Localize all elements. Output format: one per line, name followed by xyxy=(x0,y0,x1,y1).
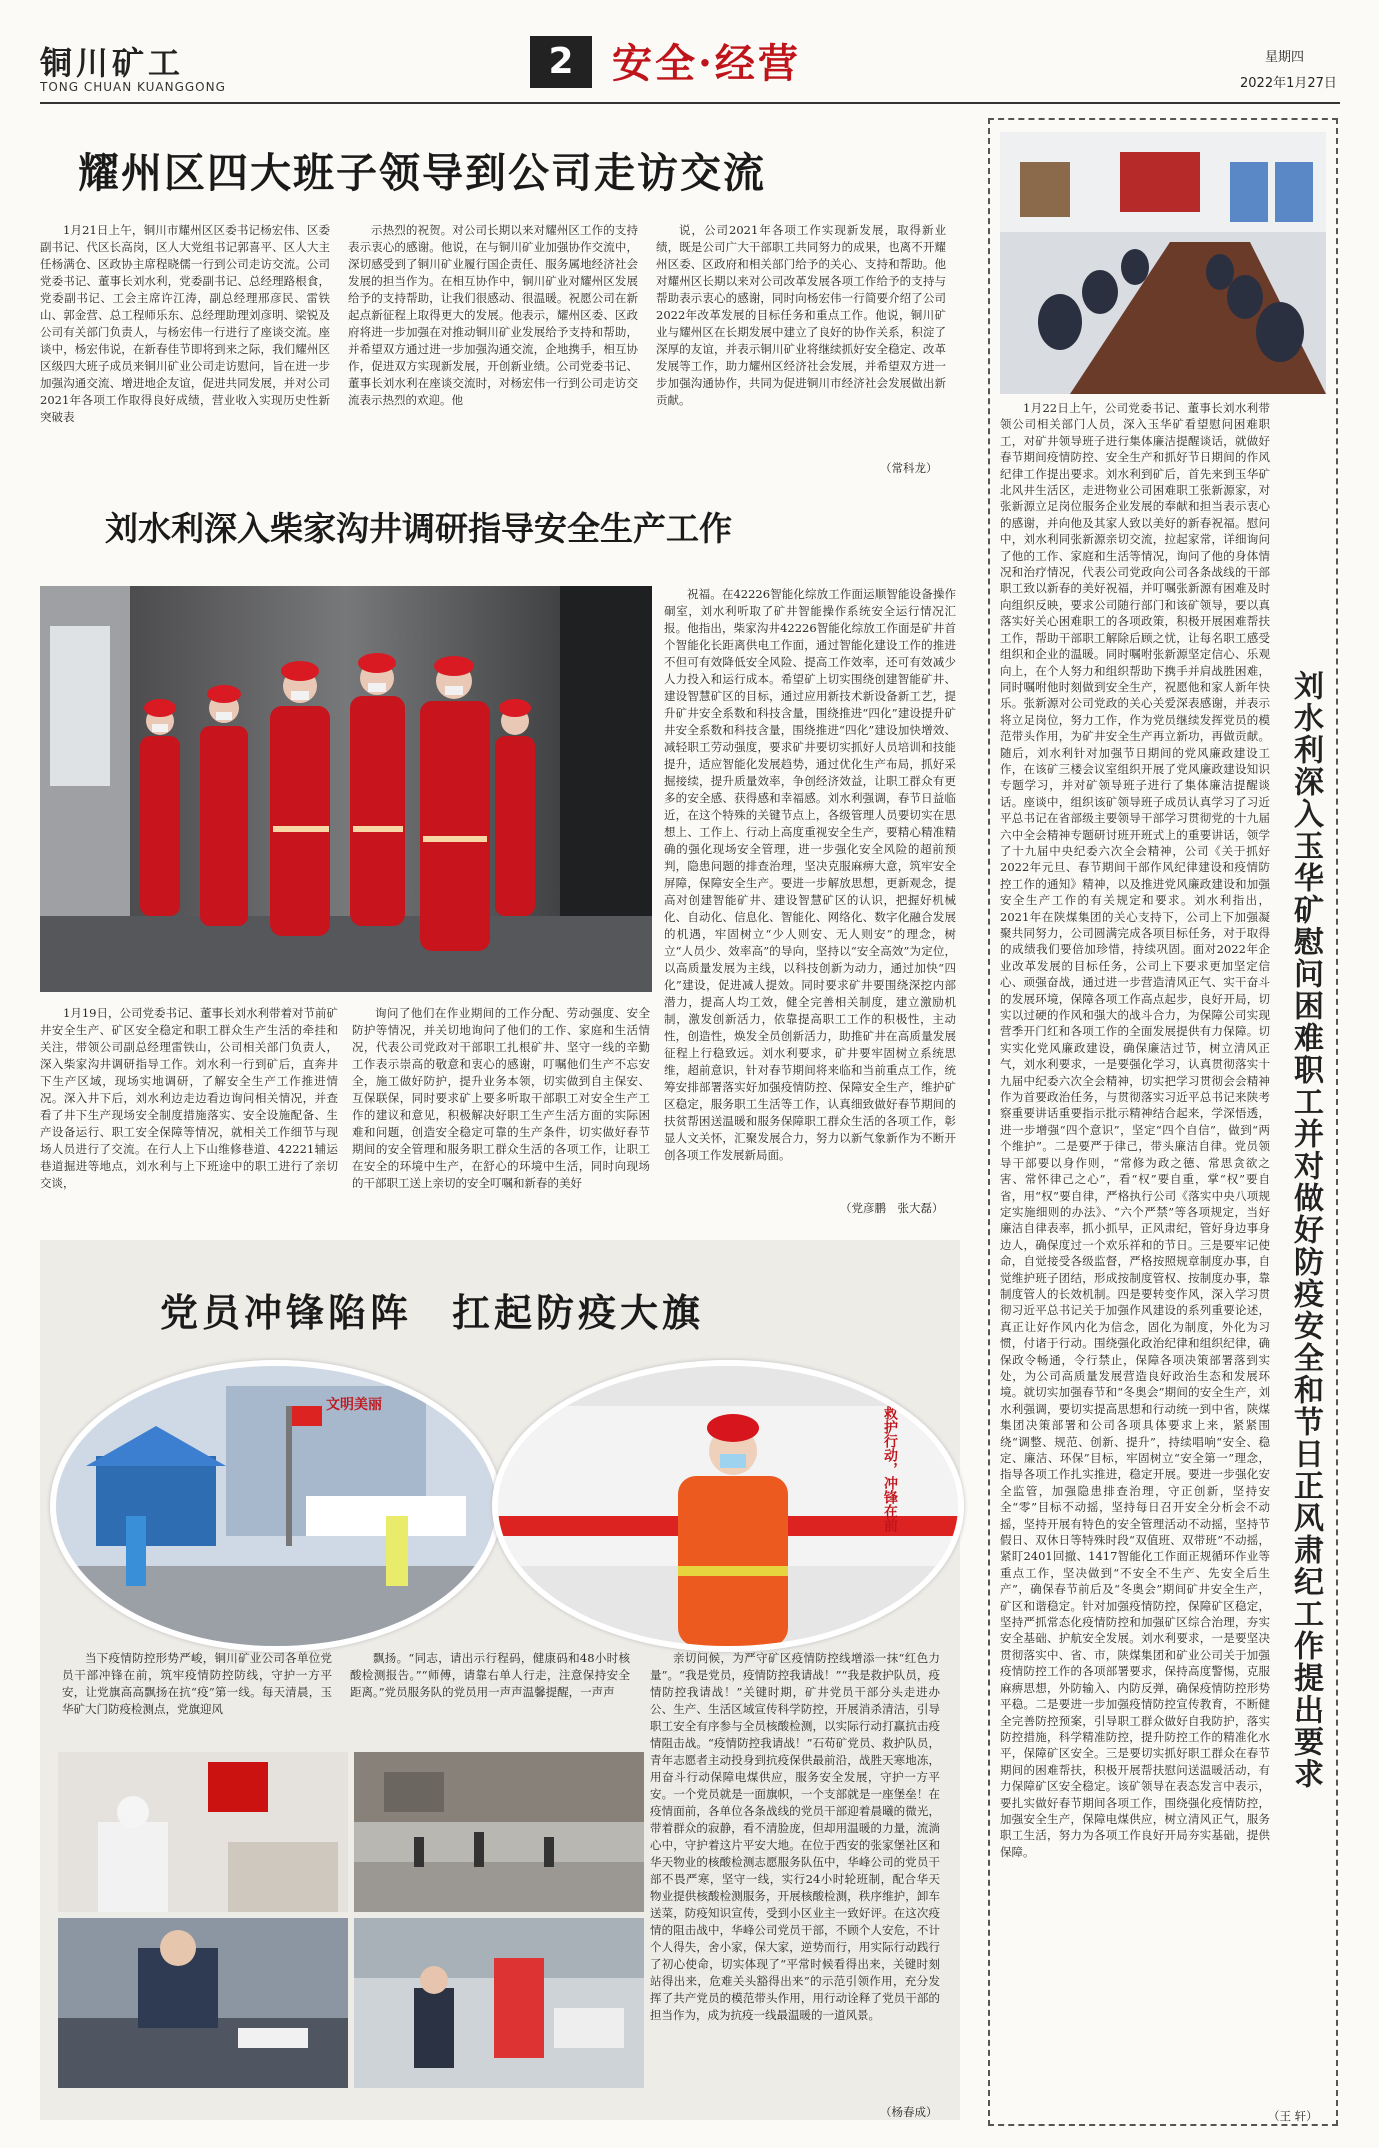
article3-photo-meeting xyxy=(1000,132,1326,394)
article2-left-col2 xyxy=(352,1005,650,1225)
article4-col2-text: 飘扬。“同志，请出示行程码，健康码和48小时核酸检测报告。”“师傅，请靠右单人行走，注意保持安全距离。”党员服务队的党员用一声声温馨提醒，一声声 xyxy=(350,1651,630,1699)
article3-vertical-title: 刘水利深入玉华矿慰问困难职工并对做好防疫安全和节日正风肃纪工作提出要求 xyxy=(1288,670,1323,1790)
article4-photo-checkpoint xyxy=(50,1360,502,1652)
outdoor-checkpoint-photo xyxy=(354,1918,644,2088)
article3-body xyxy=(1000,400,1270,2100)
office-testing-photo xyxy=(58,1752,348,1912)
photo-sign-rescue: 救护行动，冲锋在前 xyxy=(882,1406,898,1532)
section-title: 安全·经营 xyxy=(612,40,801,87)
grid-photo-3 xyxy=(58,1918,348,2088)
article4-title-a: 党员冲锋陷阵 xyxy=(160,1290,413,1335)
article2-byline: （党彦鹏 张大磊） xyxy=(840,1201,944,1215)
newspaper-logo-pinyin: TONG CHUAN KUANGGONG xyxy=(40,80,226,94)
grid-photo-1 xyxy=(58,1752,348,1912)
desk-registration-photo xyxy=(58,1918,348,2088)
article2-photo-underground-inspection xyxy=(40,586,652,992)
article1-title: 耀州区四大班子领导到公司走访交流 xyxy=(78,149,766,197)
article1-col3 xyxy=(656,222,946,452)
masthead-rule xyxy=(40,102,1340,104)
article2-left-col1 xyxy=(40,1005,338,1225)
article4-col3 xyxy=(650,1650,940,2100)
article4-col1 xyxy=(62,1650,332,1745)
newspaper-logo: 铜川矿工 xyxy=(40,44,185,82)
article2-left-col2-text: 询问了他们在作业期间的工作分配、劳动强度、安全防护等情况，并关切地询问了他们的工作、家庭和生活情况，代表公司党政对干部职工扎根矿井、坚守一线的辛勤工作表示崇高的敬意和衷心的感谢，叮嘱他们生产不忘安全，施工做好防护，提升业务本领，切实做到自主保安、互保联保，同时要求矿上要多听取干部职工对安全生产工作的建议和意见，积极解决好职工生产生活方面的实际困难和问题，创造安全稳定可靠的生产条件，切实做好春节期间的安全管理和服务职工群众生活的各项工作，让职工在安全的环境中生产，在舒心的环境中生活，同时向现场的干部职工送上亲切的安全叮嘱和新春的美好 xyxy=(352,1006,650,1190)
article2-right-col xyxy=(664,586,956,1194)
article1-col3-text: 说，公司2021年各项工作实现新发展，取得新业绩，既是公司广大干部职工共同努力的成果，也离不开耀州区委、区政府和相关部门给予的关心、支持和帮助。他对耀州区长期以来对公司改革发展各项工作给予的支持与帮助表示衷心的感谢，同时向杨宏伟一行简要介绍了公司2022年改革发展的目标任务和重点工作。他说，铜川矿业与耀州区在长期发展中建立了良好的协作关系，积淀了深厚的友谊，并表示铜川矿业将继续抓好安全稳定、改革发展等工作，助力耀州区经济社会发展，并希望双方进一步加强沟通协作，共同为促进铜川市经济社会发展做出新贡献。 xyxy=(656,223,946,407)
article1-col1 xyxy=(40,222,330,484)
meeting-room-photo xyxy=(1000,132,1326,394)
article4-col3-text: 亲切问候，为严守矿区疫情防控线增添一抹“红色力量”。“我是党员，疫情防控我请战！”“我是救护队员，疫情防控我请战！”关键时期，矿井党员干部分头走进办公、生产、生活区域宣传科学防控，开展消杀清洁，引导职工安全有序参与全员核酸检测，以实际行动打赢抗击疫情阻击战。“疫情防控我请战！”石苟矿党员、救护队员，青年志愿者主动投身到抗疫保供最前沿，战胜天寒地冻，用奋斗行动保障电煤供应，服务安全发展，守护一方平安。一个党员就是一面旗帜，一个支部就是一座堡垒！在疫情面前，各单位各条战线的党员干部迎着晨曦的微光，带着群众的寂静，看不清脸庞，但却用温暖的力量，流淌心中，守护着这片平安大地。在位于西安的张家堡社区和华天物业的核酸检测志愿服务队伍中，华峰公司的党员干部不畏严寒，坚守一线，实行24小时轮班制，配合华天物业提供核酸检测服务，开展核酸检测，秩序维护，卸车送菜，防疫知识宣传，受到小区业主一致好评。在这次疫情的阻击战中，华峰公司党员干部，不顾个人安危，不计个人得失，舍小家，保大家，逆势而行，用实际行动践行了初心使命，切实体现了“平常时候看得出来，关键时刻站得出来，危难关头豁得出来”的示范引领作用，充分发挥了共产党员的模范带头作用，用行动诠释了党员干部的担当作为，成为抗疫一线最温暖的一道风景。 xyxy=(650,1651,940,2022)
article1-col2 xyxy=(348,222,638,484)
article2-left-col1-text: 1月19日，公司党委书记、董事长刘水利带着对节前矿井安全生产、矿区安全稳定和职工群众生产生活的牵挂和关注，带领公司副总经理雷铁山，公司相关部门负责人，深入柴家沟井调研指导工作。刘水利一行到矿后，直奔井下生产区域，现场实地调研，了解安全生产工作推进情况。深入井下后，刘水利边走边看边询问相关情况，并查看了井下生产现场安全制度措施落实、安全设施配备、生产设备运行、职工安全保障等情况，就相关工作细节与现场人员进行了交流。在行人上下山维修巷道、42221辅运巷道掘进等地点，刘水利与上下班途中的职工进行了亲切交谈， xyxy=(40,1006,338,1190)
article2-right-col-text: 祝福。在42226智能化综放工作面运顺智能设备操作硐室，刘水利听取了矿井智能操作系统安全运行情况汇报。他指出，柴家沟井42226智能化综放工作面是矿井首个智能化长距离供电工作面，通过智能化建设工作的推进不但可有效降低安全风险、提高工作效率，还可有效减少人力投入和运行成本。希望矿上切实围绕创建智能矿井、建设智慧矿区的目标，通过应用新技术新设备新工艺，提升矿井安全系数和科技含量，围绕推进“四化”建设提升矿井安全系数和科技含量，围绕推进“四化”建设加快增效、减轻职工劳动强度，要求矿井要切实抓好人员培训和技能提升，适应智能化发展趋势，通过优化生产布局，抓好采掘接续，提升质量效率，争创经济效益，让职工群众有更多的安全感、获得感和幸福感。刘水利强调，春节日益临近，在这个特殊的关键节点上，各级管理人员要切实在思想上、工作上、行动上高度重视安全生产，要精心精准精确的强化现场安全管理，进一步强化安全风险的超前预判，隐患问题的排查治理，坚决克服麻痹大意，筑牢安全屏障，保障安全生产。要进一步解放思想，更新观念，提高对创建智能矿井、建设智慧矿区的认识，把握好机械化、自动化、信息化、智能化、网络化、数字化融合发展的机遇，牢固树立“少人则安、无人则安”的理念，树立“人员少、效率高”的导向，坚持以“安全高效”为定位，以高质量发展为主线，以科技创新为动力，通过加快“四化”建设，促进减人提效。同时要求矿井要围绕深挖内部潜力，提高人均工效，健全完善相关制度，建立激励机制，激发创新活力，依靠提高职工工作的积极性，主动性，创造性，焕发全员创新活力，助推矿井在高质量发展征程上行稳致远。刘水利要求，矿井要牢固树立系统思维，超前意识，针对春节期间将来临和当前重点工作，统筹安排部署落实好加强疫情防控、保障安全生产，维护矿区稳定，服务职工生活等工作，认真细致做好春节期间的扶贫帮困送温暖和服务保障职工群众生活的各项工作，彰显人文关怀，汇聚发展合力，努力以新气象新作为不断开创各项工作发展新局面。 xyxy=(664,587,956,1162)
article3-body-text: 1月22日上午，公司党委书记、董事长刘水利带领公司相关部门人员，深入玉华矿看望慰问困难职工，对矿井领导班子进行集体廉洁提醒谈话，就做好春节期间疫情防控、安全生产和抓好节日期间的作风纪律工作提出要求。刘水利到矿后，首先来到玉华矿北风井生活区，走进物业公司困难职工张新源家，对张新源立足岗位服务企业发展的奉献和担当表示衷心的感谢，并向他及其家人致以美好的新春祝福。慰问中，刘水利同张新源亲切交流，拉起家常，详细询问了他的工作、家庭和生活等情况，询问了他的身体情况和治疗情况，代表公司党政向公司各条战线的干部职工致以新春的美好祝福，并叮嘱张新源有困难及时向组织反映，要求公司随行部门和该矿领导，要以真落实好关心困难职工的各项政策，积极开展困难帮扶工作，帮助干部职工解除后顾之忧，让每名职工感受组织和企业的温暖。同时嘱咐张新源坚定信心、乐观向上，在个人努力和组织帮助下携手并肩战胜困难，同时嘱咐他时刻做到安全生产，祝愿他和家人新年快乐。张新源对公司党政的关心关爱深表感谢，并表示将立足岗位，努力工作，作为党员继续发挥党员的模范带头作用，为矿井安全生产再立新功，再做贡献。随后，刘水利针对加强节日期间的党风廉政建设工作，在该矿三楼会议室组织开展了党风廉政建设知识专题学习，并对矿领导班子进行了集体廉洁提醒谈话。座谈中，组织该矿领导班子成员认真学习了习近平总书记在省部级主要领导干部学习贯彻党的十九届六中全会精神专题研讨班开班式上的重要讲话，领学了十九届中央纪委六次全会精神，公司《关于抓好2022年元旦、春节期间干部作风纪律建设和疫情防控工作的通知》精神，以及推进党风廉政建设和加强安全生产工作的有关规定和要求。刘水利指出，2021年在陕煤集团的关心支持下，公司上下加强凝聚共同努力，公司圆满完成各项目标任务，对于取得的成绩我们要倍加珍惜，持续巩固。面对2022年企业改革发展的目标任务，公司上下要求更加坚定信心、顽强奋战，通过进一步营造清风正气、实干奋斗的发展环境，保障各项工作高点起步，良好开局，切实以过硬的作风和强大的战斗合力，为保障公司实现营季开门红和各项工作的全面发展提供有力保障。切实实化党风廉政建设，确保廉洁过节，树立清风正气，刘水利要求，一是要强化学习，认真贯彻落实十九届中纪委六次全会精神，切实把学习贯彻会会精神作为首要政治任务，与贯彻落实习近平总书记来陕考察重要讲话重要指示批示精神结合起来，学深悟透，进一步增强“四个意识”，坚定“四个自信”，做到“两个维护”。二是要严于律己，带头廉洁自律。党员领导干部要以身作则，“常修为政之德、常思贪欲之害、常怀律己之心”，看“权”要自重，掌“权”要自省，用“权”要自律，严格执行公司《落实中央八项规定实施细则的办法》、“六个严禁”等各项规定，当好廉洁自律表率，抓小抓早，正风肃纪，管好身边事身边人，确保度过一个欢乐祥和的节日。三是要牢记使命，自觉接受各级监督，严格按照规章制度办事，自觉维护班子团结，形成按制度管权、按制度办事，靠制度管人的长效机制。四是要转变作风，深入学习贯彻习近平总书记关于加强作风建设的系列重要论述，真正让好作风内化为信念，固化为制度，外化为习惯，付诸于行动。围绕强化政治纪律和组织纪律，确保政令畅通，令行禁止，保障各项决策部署落到实处，为公司高质量发展营造良好政治生态和发展环境。就切实加强春节和“冬奥会”期间的安全生产，刘水利强调，要切实提高思想和行动统一到中省，陕煤集团决策部署和公司各项具体要求上来，紧紧围绕“调整、规范、创新、提升”，持续唱响“安全、稳定、廉洁、环保”目标，牢固树立“安全第一”理念，指导各项工作扎实推进，稳定开展。要进一步强化安全监管，加强隐患排查治理，守正创新，坚持安全“零”目标不动摇，坚持每日召开安全分析会不动摇，坚持开展有特色的安全管理活动不动摇，坚持节假日、双休日等特殊时段“双值班、双带班”不动摇，紧盯2401回撤、1417智能化工作面正规循环作业等重点工作，坚决做到“不安全不生产、先安全后生产”，确保春节前后及“冬奥会”期间矿井安全生产，矿区和谐稳定。针对加强疫情防控，保障矿区稳定，坚持严抓常态化疫情防控和加强矿区综合治理，夯实安全基础、护航安全发展。刘水利要求，一是要坚决贯彻落实中、省、市，陕煤集团和矿业公司关于加强疫情防控工作的各项部署要求，保持高度警惕，克服麻痹思想，外防输入、内防反弹，确保疫情防控形势平稳。二是要进一步加强疫情防控宣传教育，不断健全完善防控预案，引导职工群众做好自我防护，落实防控措施，科学精准防控，提升防控工作的精准化水平，保障矿区安全。三是要切实抓好职工群众在春节期间的困难帮扶，积极开展帮扶慰问送温暖活动，有力保障矿区安全稳定。该矿领导在表态发言中表示，要扎实做好春节期间各项工作，围绕强化疫情防控，加强安全生产，保障电煤供应，树立清风正气，服务职工生活，努力为各项工作良好开局夯实基础，提供保障。 xyxy=(1000,401,1270,1859)
article1-col2-text: 示热烈的祝贺。对公司长期以来对耀州区工作的支持表示衷心的感谢。他说，在与铜川矿业加强协作交流中，深切感受到了铜川矿业履行国企责任、服务属地经济社会发展的担当作为。在相互协作中，铜川矿业对耀州区发展给予的支持帮助，让我们很感动、很温暖。祝愿公司在新起点新征程上取得更大的发展。他表示，耀州区委、区政府将进一步加强在对推动铜川矿业发展给予支持和帮助，并希望双方通过进一步加强沟通交流，企地携手，相互协作，促进双方实现新发展，开创新业绩。公司党委书记、董事长刘水利在座谈交流时，对杨宏伟一行到公司走访交流表示热烈的欢迎。他 xyxy=(348,223,638,407)
grid-photo-2 xyxy=(354,1752,644,1912)
photo-sign-civilization: 文明美丽 xyxy=(326,1397,382,1413)
article4-title xyxy=(160,1282,704,1337)
page-number: 2 xyxy=(530,36,592,88)
article4-title-b: 扛起防疫大旗 xyxy=(452,1290,705,1335)
issue-date: 2022年1月27日 xyxy=(1240,76,1337,91)
article1-byline: （常科龙） xyxy=(880,461,938,475)
masthead xyxy=(40,28,1340,98)
article1-col1-text: 1月21日上午，铜川市耀州区区委书记杨宏伟、区委副书记、代区长高岗，区人大党组书记郭喜平、区人大主任杨满仓、区政协主席程晓儒一行到公司走访交流。公司党委书记、董事长刘水利，党委副书记、总经理路根食，党委副书记、工会主席许江涛，副总经理邢彦民、雷铁山、郭金营、总工程师乐东、总经理助理刘彦明、梁锐及公司有关部门负责人，与杨宏伟一行进行了座谈交流。座谈中，杨宏伟说，在新春佳节即将到来之际，我们耀州区区级四大班子成员来铜川矿业公司走访慰问，旨在进一步加强沟通交流、增进地企友谊，促进共同发展，并对公司2021年各项工作取得良好成绩，营业收入实现历史性新突破表 xyxy=(40,223,330,424)
street-queue-photo xyxy=(354,1752,644,1912)
article4-photo-rescuer xyxy=(492,1360,964,1652)
grid-photo-4 xyxy=(354,1918,644,2088)
mine-inspection-photo xyxy=(40,586,652,992)
checkpoint-photo xyxy=(56,1366,496,1646)
article2-title: 刘水利深入柴家沟井调研指导安全生产工作 xyxy=(105,509,732,548)
article3-byline: （王 轩） xyxy=(1268,2109,1318,2123)
weekday: 星期四 xyxy=(1265,50,1305,65)
article4-col2 xyxy=(350,1650,630,1745)
article4-byline: （杨春成） xyxy=(880,2105,938,2119)
article4-col1-text: 当下疫情防控形势严峻，铜川矿业公司各单位党员干部冲锋在前，筑牢疫情防控防线，守护一方平安，让党旗高高飘扬在抗“疫”第一线。每天清晨，玉华矿大门防疫检测点，党旗迎风 xyxy=(62,1651,332,1716)
